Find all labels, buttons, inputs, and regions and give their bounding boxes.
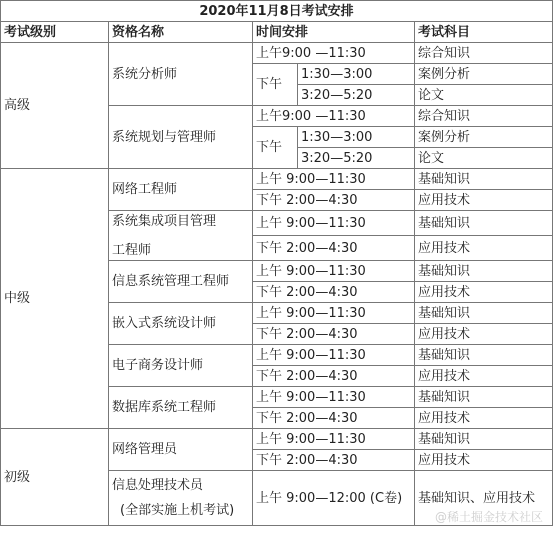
table-title: 2020年11月8日考试安排 (1, 1, 553, 22)
title-row (1, 1, 553, 22)
subject-cell: 应用技术 (415, 450, 553, 471)
subject-cell: 案例分析 (415, 127, 553, 148)
qualification-name-line1: 信息处理技术员 (112, 478, 204, 493)
subject-cell: 基础知识 (415, 345, 553, 366)
time-cell: 上午 9:00—11:30 (253, 429, 415, 450)
qualification-name-line1: 系统集成项目管理 (112, 213, 217, 229)
pm-label: 下午 (253, 64, 298, 106)
qualification-name (109, 211, 253, 261)
subject-cell: 基础知识 (415, 261, 553, 282)
qualification-name: 网络管理员 (109, 429, 253, 471)
time-cell: 上午 9:00—11:30 (253, 387, 415, 408)
time-cell: 下午 2:00—4:30 (253, 236, 415, 261)
subject-cell: 应用技术 (415, 324, 553, 345)
watermark: @稀土掘金技术社区 (434, 510, 543, 524)
table-row (1, 429, 553, 450)
level-middle: 中级 (1, 169, 109, 429)
level-senior: 高级 (1, 43, 109, 169)
header-subject: 考试科目 (415, 22, 553, 43)
subject-cell: 应用技术 (415, 366, 553, 387)
time-cell: 1:30—3:00 (298, 127, 415, 148)
qualification-name-line2: 工程师 (112, 242, 152, 258)
time-cell: 上午 9:00—11:30 (253, 211, 415, 236)
table-row (1, 43, 553, 64)
time-cell: 上午 9:00—11:30 (253, 303, 415, 324)
header-time: 时间安排 (253, 22, 415, 43)
qualification-name: 电子商务设计师 (109, 345, 253, 387)
subject-cell: 论文 (415, 85, 553, 106)
header-row (1, 22, 553, 43)
subject-cell: 基础知识 (415, 303, 553, 324)
time-cell: 1:30—3:00 (298, 64, 415, 85)
time-cell: 3:20—5:20 (298, 148, 415, 169)
header-qualification: 资格名称 (109, 22, 253, 43)
subject-cell: 案例分析 (415, 64, 553, 85)
table-row (1, 169, 553, 190)
qualification-name: 嵌入式系统设计师 (109, 303, 253, 345)
subject-cell: 应用技术 (415, 282, 553, 303)
time-cell: 下午 2:00—4:30 (253, 282, 415, 303)
time-cell: 下午 2:00—4:30 (253, 408, 415, 429)
time-cell: 下午 2:00—4:30 (253, 366, 415, 387)
subject-cell: 基础知识 (415, 211, 553, 236)
subject-cell: 综合知识 (415, 106, 553, 127)
time-cell: 上午 9:00—11:30 (253, 261, 415, 282)
header-level: 考试级别 (1, 22, 109, 43)
subject-cell: 基础知识 (415, 429, 553, 450)
subject-cell: 综合知识 (415, 43, 553, 64)
qualification-name: 系统分析师 (109, 43, 253, 106)
qualification-name: 系统规划与管理师 (109, 106, 253, 169)
time-cell: 3:20—5:20 (298, 85, 415, 106)
qualification-name: 网络工程师 (109, 169, 253, 211)
subject-cell: 基础知识、应用技术 (415, 471, 553, 526)
level-junior: 初级 (1, 429, 109, 526)
subject-cell: 应用技术 (415, 190, 553, 211)
time-cell: 下午 2:00—4:30 (253, 324, 415, 345)
subject-cell: 基础知识 (415, 169, 553, 190)
time-cell: 上午9:00 —11:30 (253, 106, 415, 127)
pm-label: 下午 (253, 127, 298, 169)
subject-cell: 论文 (415, 148, 553, 169)
time-cell: 上午 9:00—11:30 (253, 345, 415, 366)
qualification-name: 数据库系统工程师 (109, 387, 253, 429)
time-cell: 上午 9:00—12:00 (C卷) (253, 471, 415, 526)
subject-cell: 应用技术 (415, 408, 553, 429)
subject-cell: 应用技术 (415, 236, 553, 261)
time-cell: 下午 2:00—4:30 (253, 450, 415, 471)
qualification-name (109, 471, 253, 526)
subject-cell: 基础知识 (415, 387, 553, 408)
time-cell: 上午9:00 —11:30 (253, 43, 415, 64)
qualification-name-line2: (全部实施上机考试) (120, 503, 235, 518)
time-cell: 上午 9:00—11:30 (253, 169, 415, 190)
qualification-name: 信息系统管理工程师 (109, 261, 253, 303)
time-cell: 下午 2:00—4:30 (253, 190, 415, 211)
